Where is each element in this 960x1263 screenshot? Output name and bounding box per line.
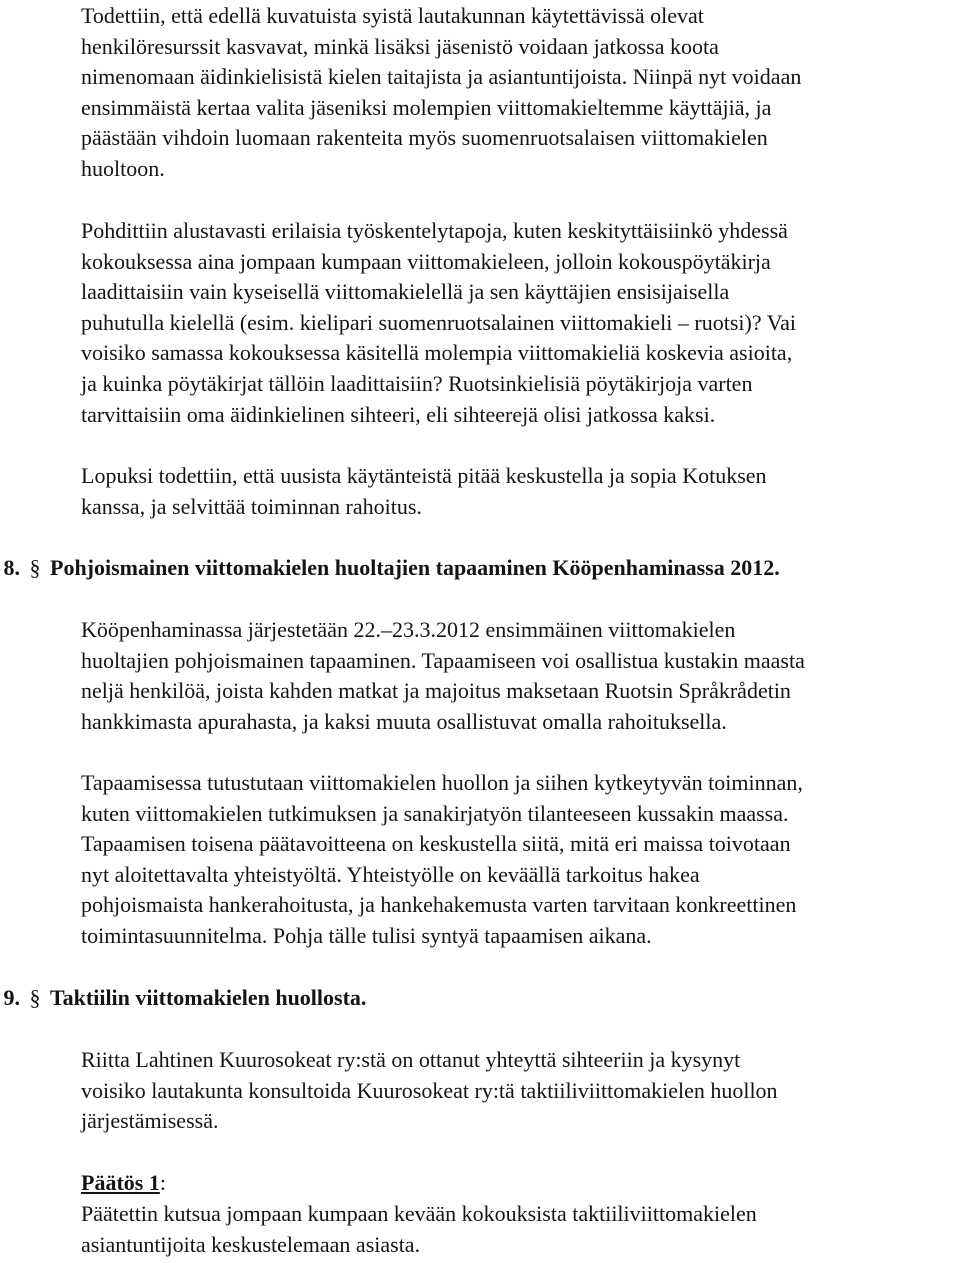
text-line: Päätettin kutsua jompaan kumpaan kevään kokouksista taktiiliviittomakielen bbox=[81, 1201, 757, 1226]
paragraph-conclusion bbox=[81, 461, 956, 522]
text-line: voisiko lautakunta konsultoida Kuurosokeat ry:tä taktiiliviittomakielen huollon bbox=[81, 1077, 778, 1103]
paragraph-working-methods bbox=[81, 216, 956, 430]
text-line: Tapaamisessa tutustutaan viittomakielen huollon ja siihen kytkeytyvän toiminnan, bbox=[81, 770, 803, 795]
text-line: Todettiin, että edellä kuvatuista syistä lautakunnan käytettävissä olevat bbox=[81, 3, 704, 28]
text-line: ja kuinka pöytäkirjat tällöin laadittaisiin? Ruotsinkielisiä pöytäkirjoja varten bbox=[81, 370, 753, 396]
section-number: 9. bbox=[3, 985, 20, 1010]
paragraph-meeting-goals bbox=[81, 768, 956, 952]
text-line: Riitta Lahtinen Kuurosokeat ry:stä on ottanut yhteyttä sihteeriin ja kysynyt bbox=[81, 1047, 741, 1072]
text-line: tarvittaisiin oma äidinkielinen sihteeri, eli sihteerejä olisi jatkossa kaksi. bbox=[81, 401, 716, 427]
decision-colon: : bbox=[159, 1170, 166, 1195]
text-line: huoltoon. bbox=[81, 155, 165, 181]
text-line: Pohdittiin alustavasti erilaisia työskentelytapoja, kuten keskityttäisiinkö yhdessä bbox=[81, 218, 788, 243]
text-line: nyt aloitettavalta yhteistyöltä. Yhteistyölle on keväällä tarkoitus hakea bbox=[81, 861, 700, 887]
text-line: pohjoismaista hankerahoitusta, ja hankehakemusta varten tarvitaan konkreettinen bbox=[81, 892, 797, 918]
text-line: kokouksessa aina jompaan kumpaan viittomakieleen, jolloin kokouspöytäkirja bbox=[81, 248, 771, 274]
text-line: neljä henkilöä, joista kahden matkat ja majoitus maksetaan Ruotsin Språkrådetin bbox=[81, 678, 791, 704]
paragraph-tactile-request bbox=[81, 1045, 956, 1137]
text-line: huoltajien pohjoismainen tapaaminen. Tapaamiseen voi osallistua kustakin maasta bbox=[81, 647, 805, 673]
text-line: päästään vihdoin luomaan rakenteita myös suomenruotsalaisen viittomakielen bbox=[81, 125, 768, 151]
text-line: nimenomaan äidinkielisistä kielen taitajista ja asiantuntijoista. Niinpä nyt voidaan bbox=[81, 64, 802, 90]
text-line: järjestämisessä. bbox=[81, 1108, 219, 1134]
text-line: hankkimasta apurahasta, ja kaksi muuta osallistuvat omalla rahoituksella. bbox=[81, 708, 727, 734]
text-line: voisiko samassa kokouksessa käsitellä molempia viittomakieliä koskevia asioita, bbox=[81, 340, 793, 366]
text-line: toimintasuunnitelma. Pohja tälle tulisi syntyä tapaamisen aikana. bbox=[81, 922, 652, 948]
paragraph-copenhagen-meeting bbox=[81, 615, 956, 737]
section-symbol: § bbox=[29, 555, 41, 580]
section-heading-8 bbox=[0, 553, 960, 583]
text-line: puhutulla kielellä (esim. kielipari suomenruotsalainen viittomakieli – ruotsi)? Vai bbox=[81, 309, 797, 335]
section-heading-9 bbox=[0, 983, 960, 1013]
section-title: Taktiilin viittomakielen huollosta. bbox=[50, 985, 367, 1010]
text-line: kuten viittomakielen tutkimuksen ja sanakirjatyön tilanteeseen kussakin maassa. bbox=[81, 800, 789, 826]
text-line: ensimmäistä kertaa valita jäseniksi molempien viittomakieltemme käyttäjiä, ja bbox=[81, 94, 772, 120]
text-line: henkilöresurssit kasvavat, minkä lisäksi jäsenistö voidaan jatkossa koota bbox=[81, 33, 719, 59]
decision-label bbox=[81, 1168, 166, 1198]
text-line: laadittaisiin vain kyseisellä viittomakielellä ja sen käyttäjien ensisijaisella bbox=[81, 279, 730, 305]
paragraph-decision bbox=[81, 1199, 956, 1260]
paragraph-staff-resources bbox=[81, 1, 956, 185]
decision-label-text: Päätös 1 bbox=[81, 1170, 160, 1195]
section-title: Pohjoismainen viittomakielen huoltajien tapaaminen Kööpenhaminassa 2012. bbox=[50, 555, 780, 580]
text-line: Lopuksi todettiin, että uusista käytänteistä pitää keskustella ja sopia Kotuksen bbox=[81, 463, 767, 488]
text-line: kanssa, ja selvittää toiminnan rahoitus. bbox=[81, 493, 422, 519]
section-symbol: § bbox=[29, 985, 41, 1010]
text-line: Kööpenhaminassa järjestetään 22.–23.3.2012 ensimmäinen viittomakielen bbox=[81, 617, 736, 642]
section-number: 8. bbox=[3, 555, 20, 580]
text-line: Tapaamisen toisena päätavoitteena on keskustella siitä, mitä eri maissa toivotaan bbox=[81, 831, 791, 857]
text-line: asiantuntijoita keskustelemaan asiasta. bbox=[81, 1231, 421, 1257]
